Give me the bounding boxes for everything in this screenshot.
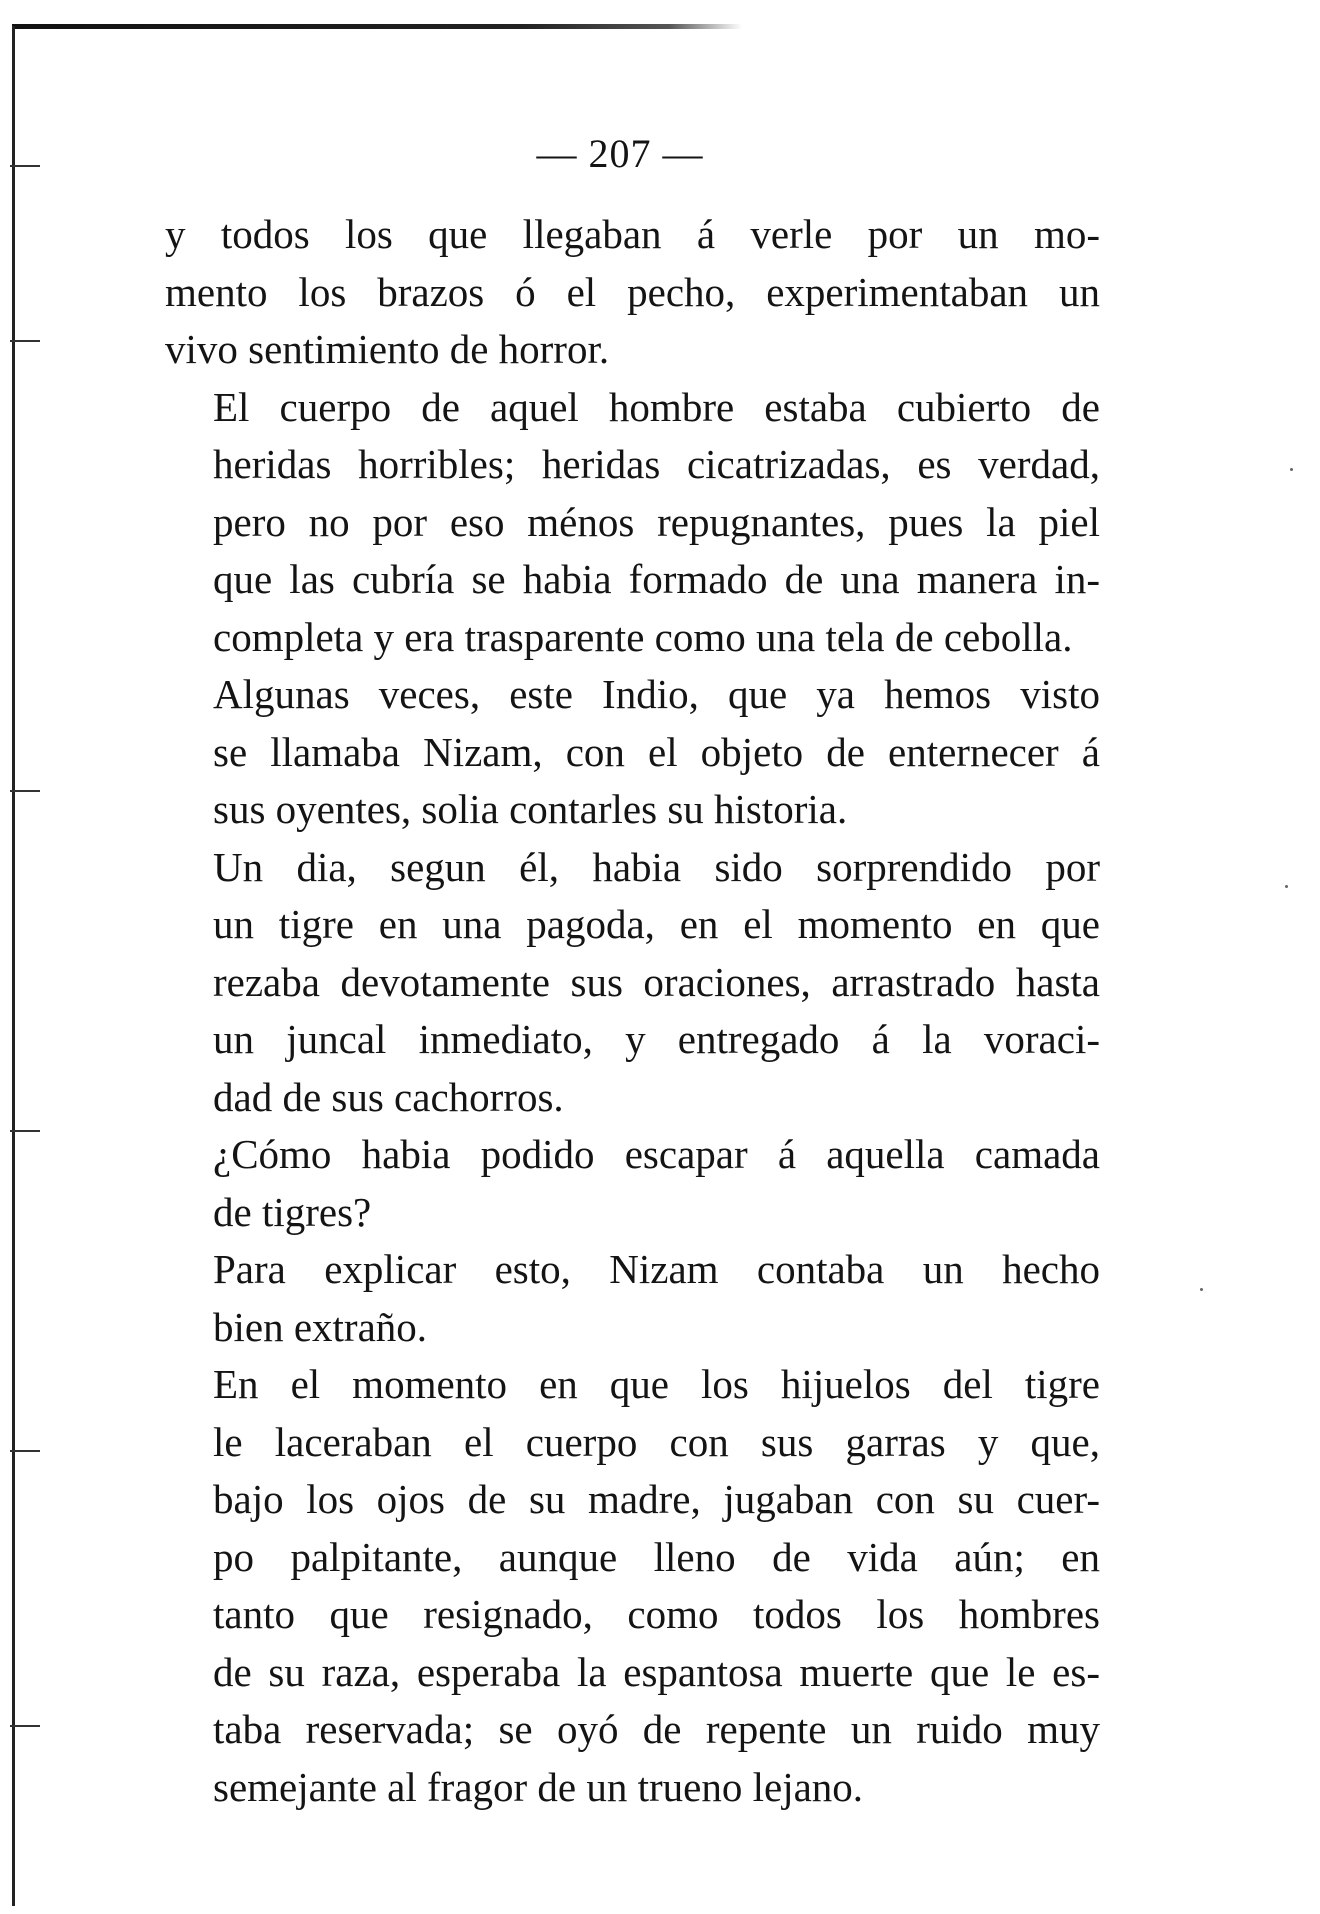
binding-mark bbox=[10, 790, 40, 792]
paragraph bbox=[165, 839, 1100, 1127]
text-line: un juncal inmediato, y entregado á la voraci- bbox=[213, 1016, 1100, 1062]
text-line: mento los brazos ó el pecho, experimentaban un bbox=[165, 268, 1100, 315]
body-text bbox=[165, 206, 1100, 1816]
text-line: Un dia, segun él, habia sido sorprendido por bbox=[213, 843, 1100, 890]
left-border-rule bbox=[12, 26, 15, 1906]
text-line: un tigre en una pagoda, en el momento en que bbox=[213, 901, 1100, 947]
text-line: vivo sentimiento de horror. bbox=[165, 326, 610, 372]
text-line: dad de sus cachorros. bbox=[213, 1073, 564, 1120]
paper-speck bbox=[1290, 468, 1293, 471]
text-line: completa y era trasparente como una tela de cebolla. bbox=[213, 613, 1073, 660]
text-line: tanto que resignado, como todos los hombres bbox=[213, 1591, 1100, 1637]
text-line: ¿Cómo habia podido escapar á aquella camada bbox=[213, 1131, 1100, 1177]
text-line: bajo los ojos de su madre, jugaban con su cuer- bbox=[213, 1476, 1100, 1522]
paper-speck bbox=[1285, 885, 1288, 888]
paper-speck bbox=[1200, 1288, 1203, 1291]
paragraph bbox=[165, 666, 1100, 839]
text-line: Para explicar esto, Nizam contaba un hecho bbox=[213, 1246, 1100, 1292]
text-line: que las cubría se habia formado de una manera in- bbox=[213, 556, 1100, 602]
binding-mark bbox=[10, 1725, 40, 1727]
text-line: heridas horribles; heridas cicatrizadas, es verdad, bbox=[213, 441, 1100, 487]
paragraph bbox=[165, 206, 1100, 379]
paragraph bbox=[165, 1356, 1100, 1816]
paragraph bbox=[165, 379, 1100, 667]
binding-mark bbox=[10, 1450, 40, 1452]
text-line: bien extraño. bbox=[213, 1303, 428, 1350]
text-line: Algunas veces, este Indio, que ya hemos visto bbox=[213, 671, 1100, 717]
text-line: de tigres? bbox=[213, 1188, 372, 1235]
page-number: — 207 — bbox=[536, 131, 704, 176]
text-line: taba reservada; se oyó de repente un ruido muy bbox=[213, 1706, 1100, 1752]
text-line: y todos los que llegaban á verle por un mo- bbox=[165, 211, 1100, 257]
text-line: En el momento en que los hijuelos del tigre bbox=[213, 1361, 1100, 1407]
text-line: po palpitante, aunque lleno de vida aún; en bbox=[213, 1533, 1100, 1580]
text-line: le laceraban el cuerpo con sus garras y que, bbox=[213, 1418, 1100, 1465]
text-line: se llamaba Nizam, con el objeto de enternecer á bbox=[213, 728, 1100, 775]
paragraph bbox=[165, 1126, 1100, 1241]
text-line: de su raza, esperaba la espantosa muerte que le es- bbox=[213, 1648, 1100, 1695]
text-line: semejante al fragor de un trueno lejano. bbox=[213, 1763, 864, 1810]
binding-mark bbox=[10, 340, 40, 342]
text-line: sus oyentes, solia contarles su historia. bbox=[213, 786, 848, 832]
text-line: pero no por eso ménos repugnantes, pues la piel bbox=[213, 498, 1100, 545]
paragraph bbox=[165, 1241, 1100, 1356]
binding-mark bbox=[10, 1130, 40, 1132]
top-border-rule bbox=[12, 24, 742, 29]
text-line: El cuerpo de aquel hombre estaba cubierto de bbox=[213, 383, 1100, 430]
text-line: rezaba devotamente sus oraciones, arrastrado hasta bbox=[213, 958, 1100, 1005]
